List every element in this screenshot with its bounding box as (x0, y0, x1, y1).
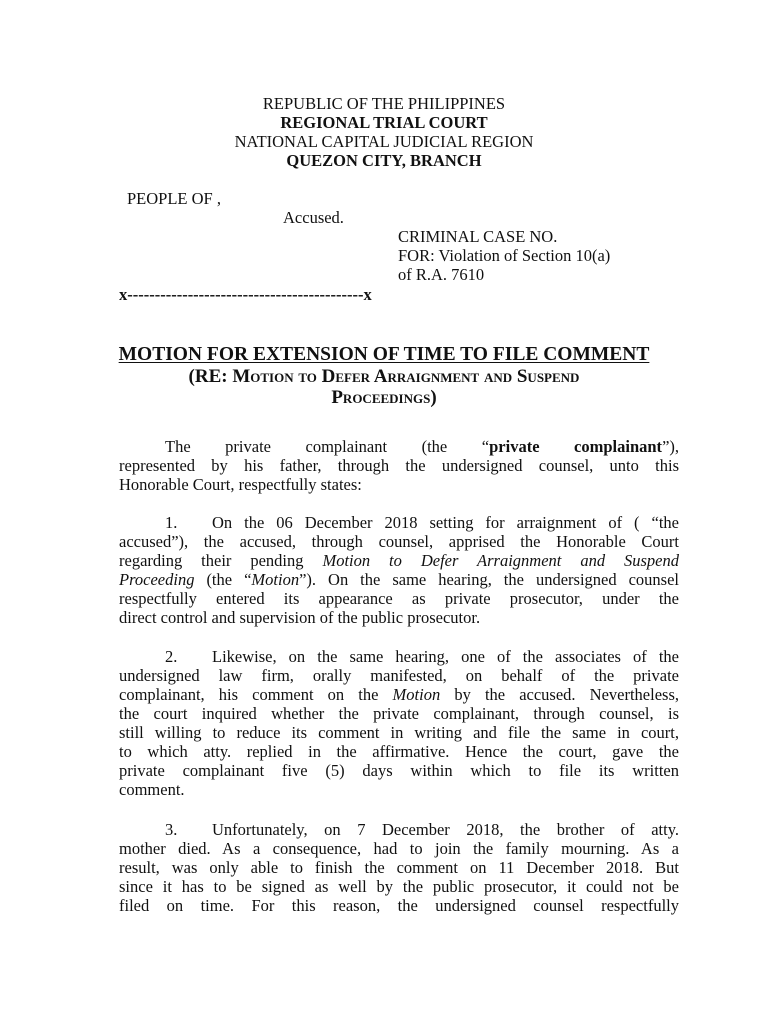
caption-for-line2: of R.A. 7610 (398, 265, 485, 284)
document-subtitle-line2: Proceedings) (331, 387, 437, 408)
caption-people: PEOPLE OF , (127, 189, 221, 208)
caption-case-no: CRIMINAL CASE NO. (398, 227, 558, 246)
subtitle-re: (RE: (188, 366, 233, 387)
document-subtitle-line1 (0, 366, 768, 388)
intro-paragraph: The private complainant (the “private complainant”), represented by his father, through the undersigned counsel, unto this Honorable Court, respectfully states: (119, 437, 680, 494)
caption-accused: Accused. (283, 208, 344, 227)
paragraph-3: 3. Unfortunately, on 7 December 2018, the brother of atty. mother died. As a consequence, had to join the family mourning. As a result, was only able to finish the comment on 11 December 2018. But since it has to be signed as well by the public prosecutor, it could not be filed on time. For this reason, the undersigned counsel respectfully (119, 820, 679, 915)
paragraph-2: 2. Likewise, on the same hearing, one of the associates of the undersigned law firm, orally manifested, on behalf of the private complainant, his comment on the Motion by the accused. Nevertheless, the court inquired whether the private complainant, through counsel, is still willing to reduce its comment in writing and file the same in court, to which atty. replied in the affirmative. Hence the court, gave the private complainant five (5) days within which to file its written comment. (119, 647, 679, 799)
document-title: MOTION FOR EXTENSION OF TIME TO FILE COMMENT (118, 344, 650, 365)
subtitle-text: Motion to Defer Arraignment and Suspend (232, 366, 580, 387)
header-branch: QUEZON CITY, BRANCH (286, 151, 482, 170)
header-court: REGIONAL TRIAL COURT (280, 113, 488, 132)
caption-separator: x-------------------------------------------x (119, 285, 372, 304)
paragraph-1: 1. On the 06 December 2018 setting for arraignment of ( “the accused”), the accused, through counsel, apprised the Honorable Court regarding their pending Motion to Defer Arraignment and Suspend Proceeding (the “Motion”). On the same hearing, the undersigned counsel respectfully entered its appearance as private prosecutor, under the direct control and supervision of the public prosecutor. (119, 513, 680, 627)
caption-for-line1: FOR: Violation of Section 10(a) (398, 246, 611, 265)
header-republic: REPUBLIC OF THE PHILIPPINES (262, 94, 506, 113)
header-region: NATIONAL CAPITAL JUDICIAL REGION (234, 132, 534, 151)
